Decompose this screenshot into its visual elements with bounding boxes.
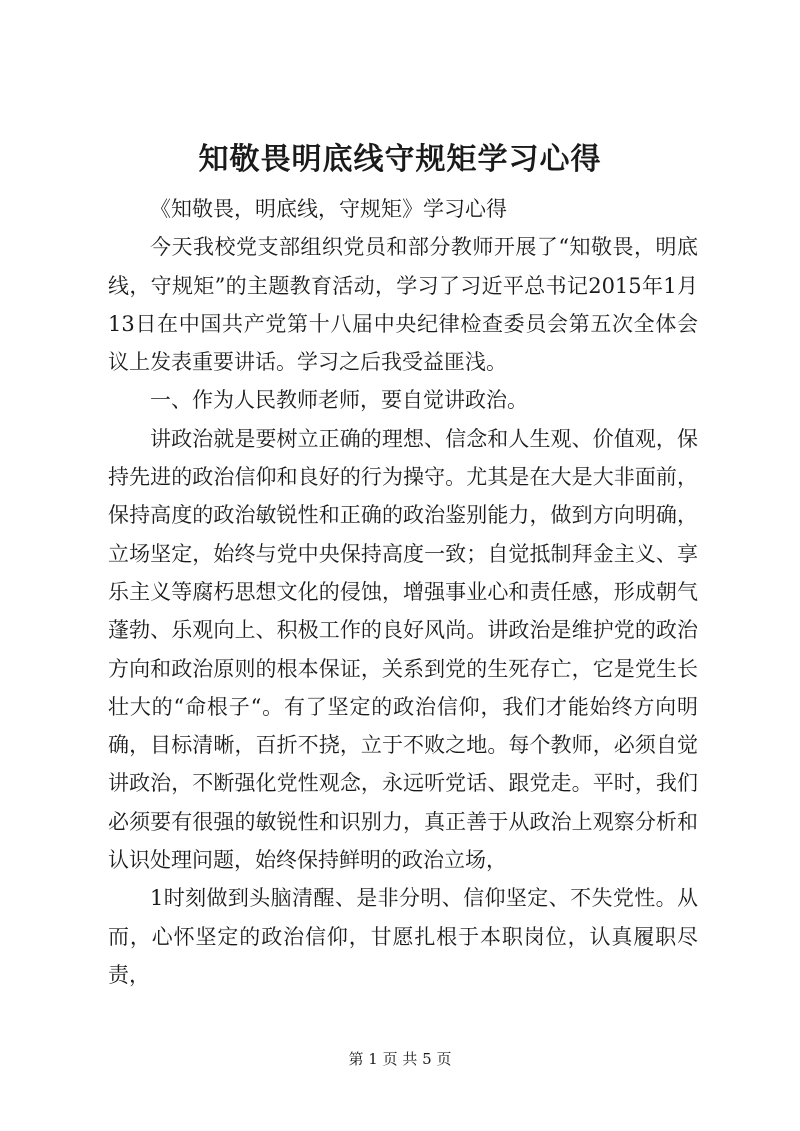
document-body [108, 190, 698, 994]
page-footer: 第 1 页 共 5 页 [348, 1050, 452, 1068]
body-paragraph: 讲政治就是要树立正确的理想、信念和人生观、价值观，保持先进的政治信仰和良好的行为操守。尤其是在大是大非面前，保持高度的政治敏锐性和正确的政治鉴别能力，做到方向明确，立场坚定，始终与党中央保持高度一致；自觉抵制拜金主义、享乐主义等腐朽思想文化的侵蚀，增强事业心和责任感，形成朝气蓬勃、乐观向上、积极工作的良好风尚。讲政治是维护党的政治方向和政治原则的根本保证，关系到党的生死存亡，它是党生长壮大的“命根子“。有了坚定的政治信仰，我们才能始终方向明确，目标清晰，百折不挠，立于不败之地。每个教师，必须自觉讲政治，不断强化党性观念，永远听党话、跟党走。平时，我们必须要有很强的敏锐性和识别力，真正善于从政治上观察分析和认识处理问题，始终保持鲜明的政治立场， [108, 426, 698, 873]
body-paragraph: 1时刻做到头脑清醒、是非分明、信仰坚定、不失党性。从而，心怀坚定的政治信仰，甘愿扎根于本职岗位，认真履职尽责， [108, 886, 698, 987]
subtitle-paragraph: 《知敬畏，明底线，守规矩》学习心得 [150, 197, 507, 221]
document-title: 知敬畏明底线守规矩学习心得 [198, 142, 602, 177]
section-heading: 一、作为人民教师老师，要自觉讲政治。 [150, 388, 528, 413]
intro-paragraph: 今天我校党支部组织党员和部分教师开展了“知敬畏，明底线，守规矩”的主题教育活动，学习了习近平总书记2015年1月13日在中国共产党第十八届中央纪律检查委员会第五次全体会议上发表重要讲话。学习之后我受益匪浅。 [108, 235, 698, 375]
